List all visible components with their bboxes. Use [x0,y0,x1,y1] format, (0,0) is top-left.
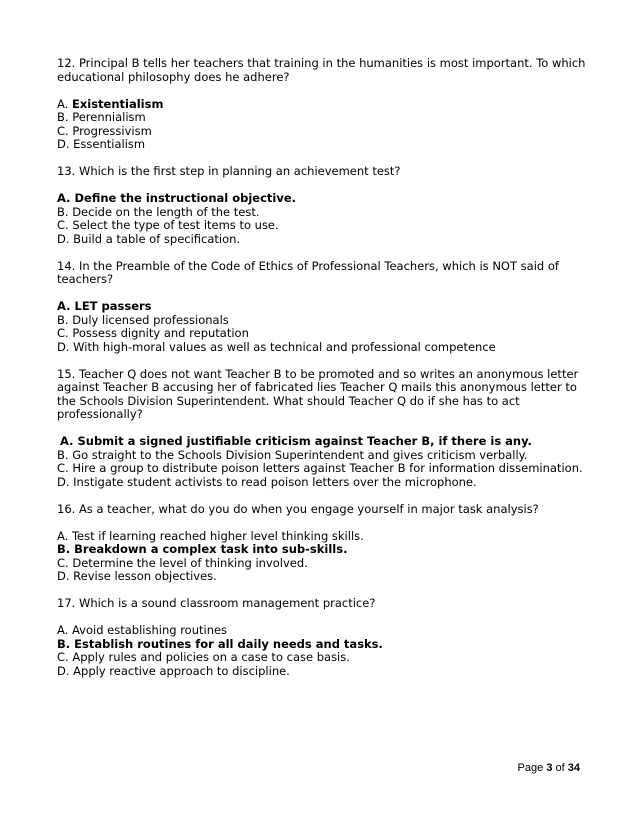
option-b: B. Duly licensed professionals [57,312,229,327]
option-a: A. Test if learning reached higher level thinking skills. [57,528,364,543]
page-current: 3 [546,762,553,774]
options-list [57,300,587,354]
option-c: C. Progressivism [57,123,152,138]
page-of: of [555,762,565,774]
option-answer: Existentialism [71,96,164,111]
question-text: 15. Teacher Q does not want Teacher B to be promoted and so writes an anonymous letter against Teacher B accusing her of fabricated lies Teacher Q mails this anonymous letter to the Schools Division Superintendent. What should Teacher Q do if she has to act professionally? [57,366,579,421]
question-block [57,597,587,678]
option-b: B. Breakdown a complex task into sub-skills. [57,542,348,556]
option-a: A. Submit a signed justifiable criticism against Teacher B, if there is any. [60,434,532,448]
page-total: 34 [567,762,580,774]
option-b: B. Establish routines for all daily needs and tasks. [57,636,383,651]
document-page [57,57,587,692]
page-label: Page [517,762,544,774]
option-c: C. Determine the level of thinking involved. [57,555,308,570]
options-list [57,435,587,489]
options-list [57,624,587,678]
option-c: C. Hire a group to distribute poison letters against Teacher B for information dissemination. [57,461,583,475]
option-d: D. Build a table of specification. [57,231,241,246]
question-block [57,503,587,584]
option-d: D. Revise lesson objectives. [57,569,217,583]
question-block [57,57,587,152]
option-b: B. Go straight to the Schools Division Superintendent and gives criticism verbally. [57,447,528,462]
question-text: 16. As a teacher, what do you do when you engage yourself in major task analysis? [57,501,539,516]
page-number [518,762,580,776]
question-block [57,368,587,490]
option-d: D. Essentialism [57,137,146,151]
option-c: C. Possess dignity and reputation [57,326,249,340]
question-text: 14. In the Preamble of the Code of Ethics of Professional Teachers, which is NOT said of teachers? [57,258,559,286]
option-d: D. With high-moral values as well as technical and professional competence [57,339,496,354]
option-a [57,98,587,112]
option-a: A. Avoid establishing routines [57,623,228,637]
option-b: B. Perennialism [57,110,146,124]
option-d: D. Apply reactive approach to discipline. [57,663,290,678]
options-list [57,98,587,152]
options-list [57,530,587,584]
option-b: B. Decide on the length of the test. [57,204,260,219]
question-text: 17. Which is a sound classroom management practice? [57,596,376,610]
option-c: C. Select the type of test items to use. [57,218,279,232]
question-text: 13. Which is the first step in planning an achievement test? [57,164,401,178]
option-c: C. Apply rules and policies on a case to case basis. [57,650,350,664]
option-a: A. LET passers [57,299,152,313]
options-list [57,192,587,246]
option-d: D. Instigate student activists to read poison letters over the microphone. [57,474,477,489]
option-prefix: A. [57,96,72,111]
question-text: 12. Principal B tells her teachers that training in the humanities is most important. To which educational philosophy does he adhere? [57,56,586,84]
question-block [57,165,587,246]
option-a: A. Define the instructional objective. [57,191,297,205]
question-block [57,260,587,355]
